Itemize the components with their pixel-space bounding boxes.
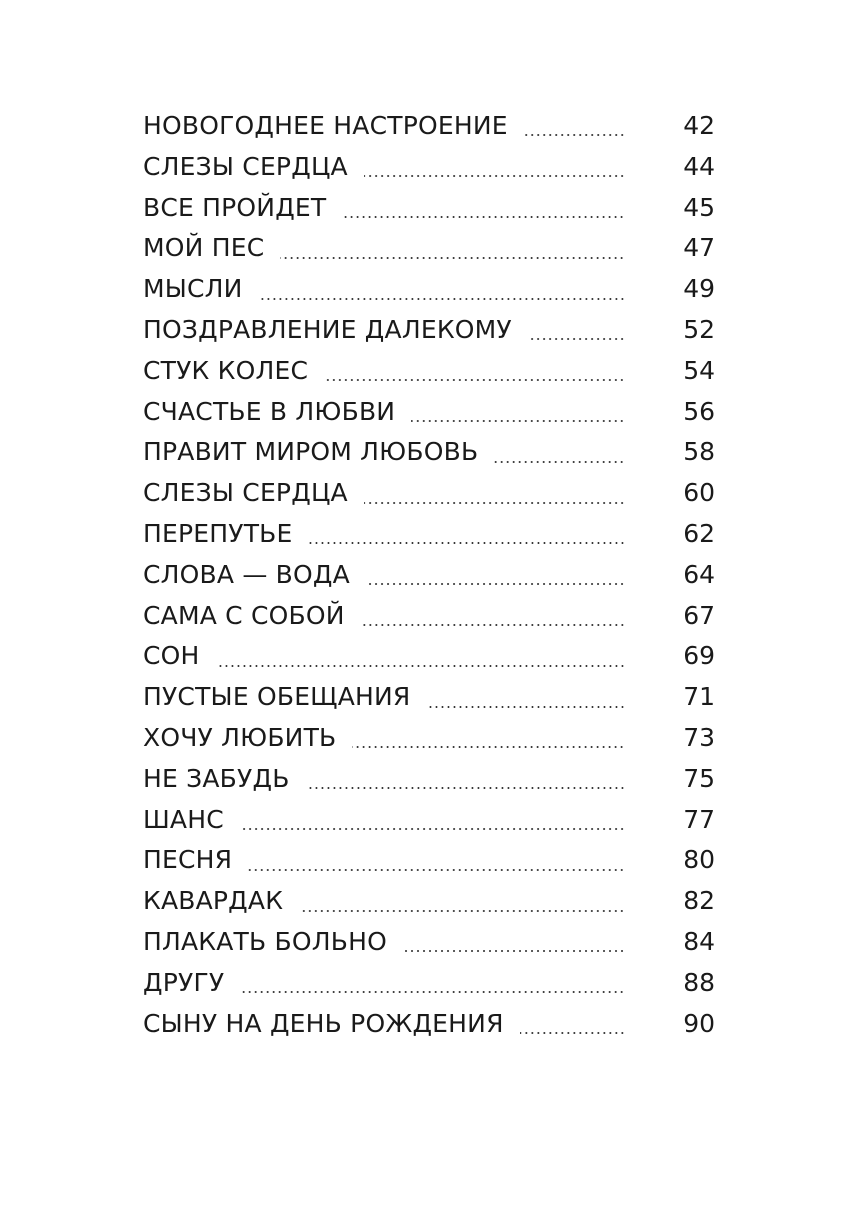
dot-leader (361, 624, 625, 626)
dot-leader (306, 787, 625, 789)
toc-entry[interactable] (143, 759, 715, 800)
toc-entry[interactable] (143, 188, 715, 229)
toc-entry[interactable] (143, 922, 715, 963)
toc-entry[interactable] (143, 351, 715, 392)
dot-leader (364, 175, 625, 177)
toc-entry[interactable] (143, 881, 715, 922)
toc-entry-title: СЛЕЗЫ СЕРДЦА (143, 151, 348, 181)
toc-entry-page-number: 44 (683, 151, 715, 181)
toc-entry-page-number: 77 (683, 804, 715, 834)
toc-entry[interactable] (143, 106, 715, 147)
toc-entry-title: КАВАРДАК (143, 886, 284, 916)
toc-entry-page-number: 80 (683, 845, 715, 875)
toc-entry-title: ПУСТЫЕ ОБЕЩАНИЯ (143, 682, 411, 712)
dot-leader (324, 379, 625, 381)
dot-leader (259, 298, 625, 300)
toc-entry-title: МОЙ ПЕС (143, 233, 265, 263)
toc-entry[interactable] (143, 392, 715, 433)
dot-leader (528, 338, 625, 340)
toc-entry[interactable] (143, 473, 715, 514)
toc-entry-title: СТУК КОЛЕС (143, 355, 309, 385)
toc-entry-page-number: 56 (683, 396, 715, 426)
dot-leader (411, 420, 625, 422)
toc-entry[interactable] (143, 269, 715, 310)
toc-entry-title: СЛЕЗЫ СЕРДЦА (143, 478, 348, 508)
toc-entry-page-number: 82 (683, 886, 715, 916)
toc-entry-page-number: 75 (683, 763, 715, 793)
toc-entry-page-number: 49 (683, 274, 715, 304)
toc-entry[interactable] (143, 840, 715, 881)
toc-entry-page-number: 42 (683, 111, 715, 140)
toc-entry-title: ШАНС (143, 804, 224, 834)
dot-leader (524, 134, 625, 136)
toc-entry-page-number: 62 (683, 518, 715, 548)
toc-entry-page-number: 90 (683, 1008, 715, 1038)
toc-entry-title: ХОЧУ ЛЮБИТЬ (143, 722, 337, 752)
dot-leader (216, 665, 625, 667)
toc-entry[interactable] (143, 555, 715, 596)
dot-leader (248, 869, 625, 871)
toc-entry-page-number: 88 (683, 967, 715, 997)
toc-entry[interactable] (143, 596, 715, 637)
toc-entry-title: САМА С СОБОЙ (143, 600, 345, 630)
dot-leader (352, 746, 625, 748)
toc-entry-title: СЧАСТЬЕ В ЛЮБВИ (143, 396, 396, 426)
toc-entry-title: МЫСЛИ (143, 274, 243, 304)
toc-entry[interactable] (143, 677, 715, 718)
toc-entry-page-number: 67 (683, 600, 715, 630)
toc-entry-page-number: 54 (683, 355, 715, 385)
toc-entry-page-number: 73 (683, 722, 715, 752)
dot-leader (427, 706, 625, 708)
toc-entry-title: ПЕСНЯ (143, 845, 233, 875)
toc-entry-title: ПРАВИТ МИРОМ ЛЮБОВЬ (143, 437, 479, 467)
dot-leader (494, 461, 625, 463)
toc-entry-title: СЛОВА — ВОДА (143, 559, 350, 589)
dot-leader (364, 502, 625, 504)
toc-entry[interactable] (143, 514, 715, 555)
toc-entry[interactable] (143, 963, 715, 1004)
dot-leader (299, 910, 625, 912)
toc-entry-title: ПЛАКАТЬ БОЛЬНО (143, 926, 387, 956)
toc-entry-page-number: 58 (683, 437, 715, 467)
toc-entry-page-number: 60 (683, 478, 715, 508)
toc-entry-title: СЫНУ НА ДЕНЬ РОЖДЕНИЯ (143, 1008, 504, 1038)
toc-entry[interactable] (143, 432, 715, 473)
table-of-contents (143, 106, 715, 1044)
toc-entry-page-number: 64 (683, 559, 715, 589)
toc-entry[interactable] (143, 718, 715, 759)
toc-entry-page-number: 47 (683, 233, 715, 263)
toc-entry[interactable] (143, 310, 715, 351)
toc-entry-title: ПЕРЕПУТЬЕ (143, 518, 293, 548)
toc-entry-page-number: 45 (683, 192, 715, 222)
toc-entry-page-number: 69 (683, 641, 715, 671)
dot-leader (366, 583, 625, 585)
dot-leader (240, 991, 625, 993)
toc-entry[interactable] (143, 800, 715, 841)
dot-leader (280, 257, 625, 259)
toc-entry[interactable] (143, 1004, 715, 1045)
toc-entry-title: НОВОГОДНЕЕ НАСТРОЕНИЕ (143, 111, 508, 140)
dot-leader (342, 216, 625, 218)
toc-entry-page-number: 52 (683, 314, 715, 344)
dot-leader (240, 828, 625, 830)
toc-entry[interactable] (143, 228, 715, 269)
dot-leader (403, 950, 625, 952)
dot-leader (520, 1032, 625, 1034)
dot-leader (309, 542, 625, 544)
toc-entry[interactable] (143, 636, 715, 677)
toc-entry-page-number: 84 (683, 926, 715, 956)
toc-entry-title: НЕ ЗАБУДЬ (143, 763, 290, 793)
toc-entry-page-number: 71 (683, 682, 715, 712)
toc-entry-title: ВСЕ ПРОЙДЕТ (143, 192, 327, 222)
toc-entry-title: ПОЗДРАВЛЕНИЕ ДАЛЕКОМУ (143, 314, 512, 344)
toc-entry-title: ДРУГУ (143, 967, 225, 997)
toc-entry-title: СОН (143, 641, 200, 671)
toc-entry[interactable] (143, 147, 715, 188)
